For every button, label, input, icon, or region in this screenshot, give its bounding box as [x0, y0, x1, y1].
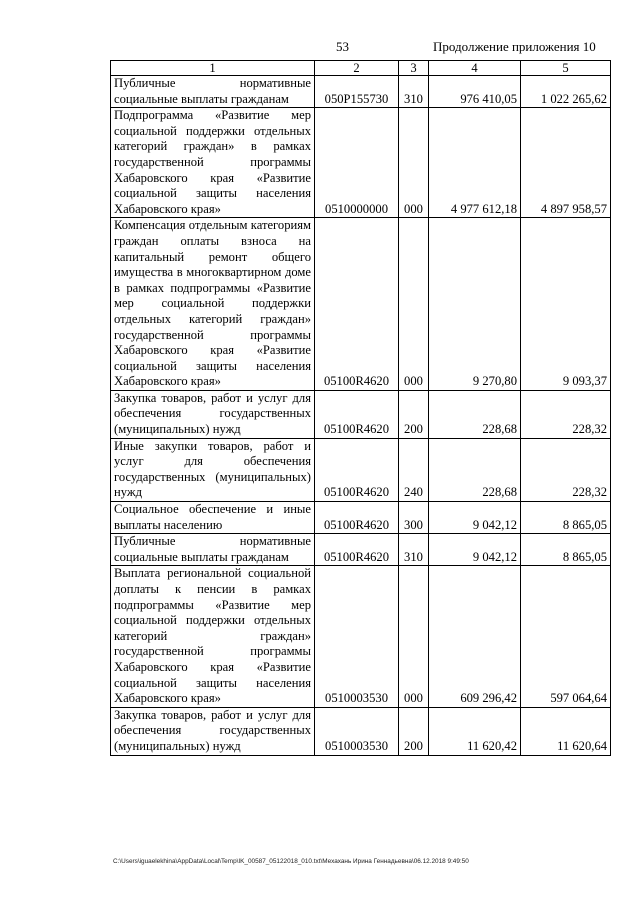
row-expense-type: 200	[399, 707, 429, 755]
row-expense-type: 000	[399, 218, 429, 391]
row-expense-type: 310	[399, 76, 429, 108]
row-value-2: 11 620,64	[521, 707, 611, 755]
row-code: 05100R4620	[315, 502, 399, 534]
row-code: 05100R4620	[315, 390, 399, 438]
table-row	[111, 76, 611, 108]
table-row	[111, 502, 611, 534]
row-name: Закупка товаров, работ и услуг для обеспечения государственных (муниципальных) нужд	[111, 390, 315, 438]
row-code: 05100R4620	[315, 534, 399, 566]
row-value-2: 4 897 958,57	[521, 108, 611, 218]
file-path-footer: C:\Users\iguaelekhina\AppData\Local\Temp\IK_00587_05122018_010.txt\Мехахань Ирина Геннадьевна\06.12.2018 9:49:50	[113, 858, 469, 865]
table-row	[111, 707, 611, 755]
column-header: 2	[315, 61, 399, 76]
row-name: Компенсация отдельным категориям граждан оплаты взноса на капитальный ремонт общего имущества в многоквартирном доме в рамках подпрограммы «Развитие мер социальной поддержки отдельных категорий граждан» государственной программы Хабаровского края «Развитие социальной защиты населения Хабаровского края»	[111, 218, 315, 391]
row-value-1: 11 620,42	[429, 707, 521, 755]
table-row	[111, 218, 611, 391]
row-expense-type: 000	[399, 566, 429, 707]
row-value-2: 1 022 265,62	[521, 76, 611, 108]
row-value-1: 9 042,12	[429, 534, 521, 566]
column-header: 5	[521, 61, 611, 76]
row-name: Социальное обеспечение и иные выплаты населению	[111, 502, 315, 534]
table-row	[111, 108, 611, 218]
table-row	[111, 534, 611, 566]
row-expense-type: 310	[399, 534, 429, 566]
row-expense-type: 240	[399, 438, 429, 501]
row-value-1: 976 410,05	[429, 76, 521, 108]
row-value-1: 228,68	[429, 390, 521, 438]
row-value-2: 228,32	[521, 390, 611, 438]
row-name: Публичные нормативные социальные выплаты гражданам	[111, 534, 315, 566]
row-value-2: 597 064,64	[521, 566, 611, 707]
budget-table	[110, 60, 611, 756]
row-name: Закупка товаров, работ и услуг для обеспечения государственных (муниципальных) нужд	[111, 707, 315, 755]
continuation-header: Продолжение приложения 10	[433, 39, 596, 54]
row-name: Иные закупки товаров, работ и услуг для обеспечения государственных (муниципальных) нужд	[111, 438, 315, 501]
row-value-1: 228,68	[429, 438, 521, 501]
row-value-1: 9 270,80	[429, 218, 521, 391]
row-expense-type: 300	[399, 502, 429, 534]
table-row	[111, 438, 611, 501]
row-code: 05100R4620	[315, 218, 399, 391]
column-header: 3	[399, 61, 429, 76]
row-name: Подпрограмма «Развитие мер социальной поддержки отдельных категорий граждан» в рамках государственной программы Хабаровского края «Развитие социальной защиты населения Хабаровского края»	[111, 108, 315, 218]
row-expense-type: 000	[399, 108, 429, 218]
row-code: 05100R4620	[315, 438, 399, 501]
row-value-2: 9 093,37	[521, 218, 611, 391]
row-name: Публичные нормативные социальные выплаты гражданам	[111, 76, 315, 108]
row-code: 0510003530	[315, 707, 399, 755]
row-value-2: 228,32	[521, 438, 611, 501]
row-value-2: 8 865,05	[521, 502, 611, 534]
row-value-1: 9 042,12	[429, 502, 521, 534]
table-header-row	[111, 61, 611, 76]
page-number: 53	[336, 39, 349, 54]
column-header: 1	[111, 61, 315, 76]
row-expense-type: 200	[399, 390, 429, 438]
table-row	[111, 390, 611, 438]
row-code: 0510000000	[315, 108, 399, 218]
column-header: 4	[429, 61, 521, 76]
row-value-1: 4 977 612,18	[429, 108, 521, 218]
row-name: Выплата региональной социальной доплаты к пенсии в рамках подпрограммы «Развитие мер социальной поддержки отдельных категорий граждан» государственной программы Хабаровского края «Развитие социальной защиты населения Хабаровского края»	[111, 566, 315, 707]
row-value-1: 609 296,42	[429, 566, 521, 707]
row-code: 0510003530	[315, 566, 399, 707]
row-code: 050Р155730	[315, 76, 399, 108]
row-value-2: 8 865,05	[521, 534, 611, 566]
table-row	[111, 566, 611, 707]
